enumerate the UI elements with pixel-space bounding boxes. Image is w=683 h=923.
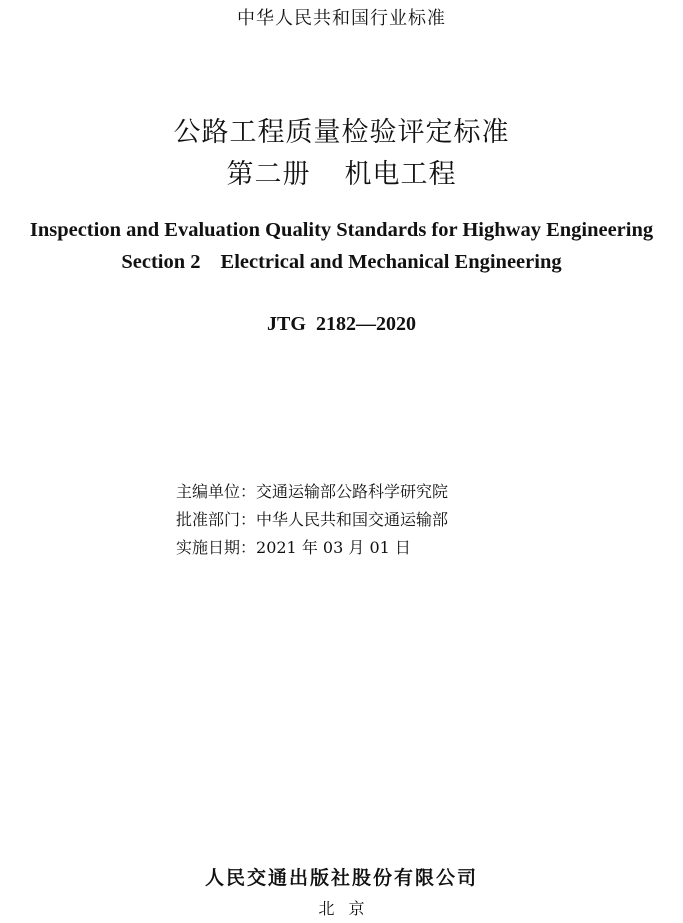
- effective-date-value: 2021 年 03 月 01 日: [256, 538, 411, 557]
- title-chinese-volume: 第二册: [226, 159, 311, 190]
- industry-standard-heading: 中华人民共和国行业标准: [237, 8, 446, 29]
- editor-row: [176, 478, 448, 506]
- standard-info-block: [176, 478, 448, 562]
- approver-value: 中华人民共和国交通运输部: [256, 510, 449, 529]
- effective-date-label: 实施日期：: [176, 538, 257, 557]
- approver-row: [176, 506, 448, 534]
- effective-date-row: [176, 534, 448, 562]
- editor-value: 交通运输部公路科学研究院: [256, 482, 449, 501]
- city-char-2: 京: [348, 899, 365, 918]
- title-chinese-main: 公路工程质量检验评定标准: [173, 117, 510, 148]
- editor-label: 主编单位：: [176, 482, 257, 501]
- publisher-city: [0, 896, 683, 919]
- title-english-section: [0, 251, 683, 274]
- title-chinese-section: [0, 152, 683, 191]
- title-english-volume: Section 2: [121, 251, 201, 273]
- publisher-name: 人民交通出版社股份有限公司: [204, 867, 478, 889]
- title-english-subject: Electrical and Mechanical Engineering: [220, 251, 562, 273]
- title-english-main: Inspection and Evaluation Quality Standards for Highway Engineering: [29, 219, 654, 241]
- standard-code: JTG 2182—2020: [267, 313, 416, 335]
- title-chinese-subject: 机电工程: [344, 159, 457, 190]
- city-char-1: 北: [318, 899, 335, 918]
- approver-label: 批准部门：: [176, 510, 257, 529]
